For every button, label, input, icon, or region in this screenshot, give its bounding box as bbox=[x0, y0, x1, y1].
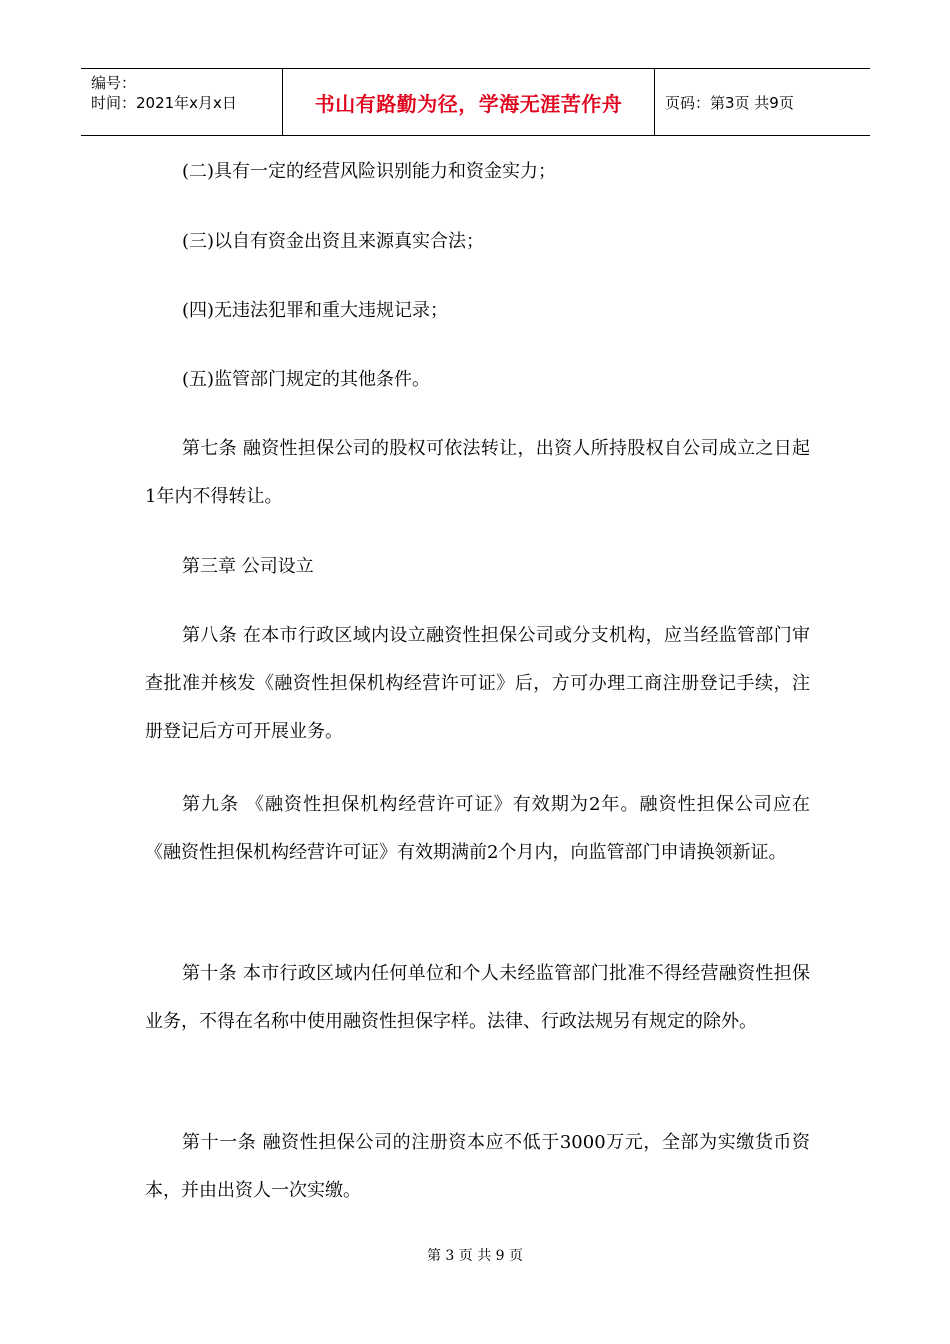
header-motto: 书山有路勤为径，学海无涯苦作舟 bbox=[283, 69, 655, 135]
page-footer: 第 3 页 共 9 页 bbox=[426, 1248, 524, 1264]
paragraph-article-8: 第八条 在本市行政区域内设立融资性担保公司或分支机构，应当经监管部门审查批准并核发《融资性担保机构经营许可证》后，方可办理工商注册登记手续，注册登记后方可开展业务。 bbox=[145, 625, 810, 742]
document-time-label: 时间：2021年x月x日 bbox=[91, 94, 237, 112]
paragraph-clause-2: (二)具有一定的经营风险识别能力和资金实力； bbox=[182, 161, 557, 182]
paragraph-article-10: 第十条 本市行政区域内任何单位和个人未经监管部门批准不得经营融资性担保业务，不得在名称中使用融资性担保字样。法律、行政法规另有规定的除外。 bbox=[145, 963, 810, 1032]
chapter-heading: 第三章 公司设立 bbox=[182, 556, 314, 577]
paragraph-clause-5: (五)监管部门规定的其他条件。 bbox=[182, 369, 431, 390]
header-meta bbox=[81, 69, 283, 135]
paragraph-article-9: 第九条 《融资性担保机构经营许可证》有效期为2年。融资性担保公司应在《融资性担保机构经营许可证》有效期满前2个月内，向监管部门申请换领新证。 bbox=[145, 794, 810, 863]
document-header bbox=[81, 68, 870, 136]
paragraph-clause-3: (三)以自有资金出资且来源真实合法； bbox=[182, 231, 485, 252]
paragraph-article-7: 第七条 融资性担保公司的股权可依法转让，出资人所持股权自公司成立之日起1年内不得转让。 bbox=[145, 438, 810, 507]
header-page-info: 页码：第3页 共9页 bbox=[665, 93, 794, 112]
paragraph-clause-4: (四)无违法犯罪和重大违规记录； bbox=[182, 300, 449, 321]
document-number-label: 编号： bbox=[91, 74, 137, 92]
paragraph-article-11: 第十一条 融资性担保公司的注册资本应不低于3000万元，全部为实缴货币资本，并由出资人一次实缴。 bbox=[145, 1132, 810, 1201]
